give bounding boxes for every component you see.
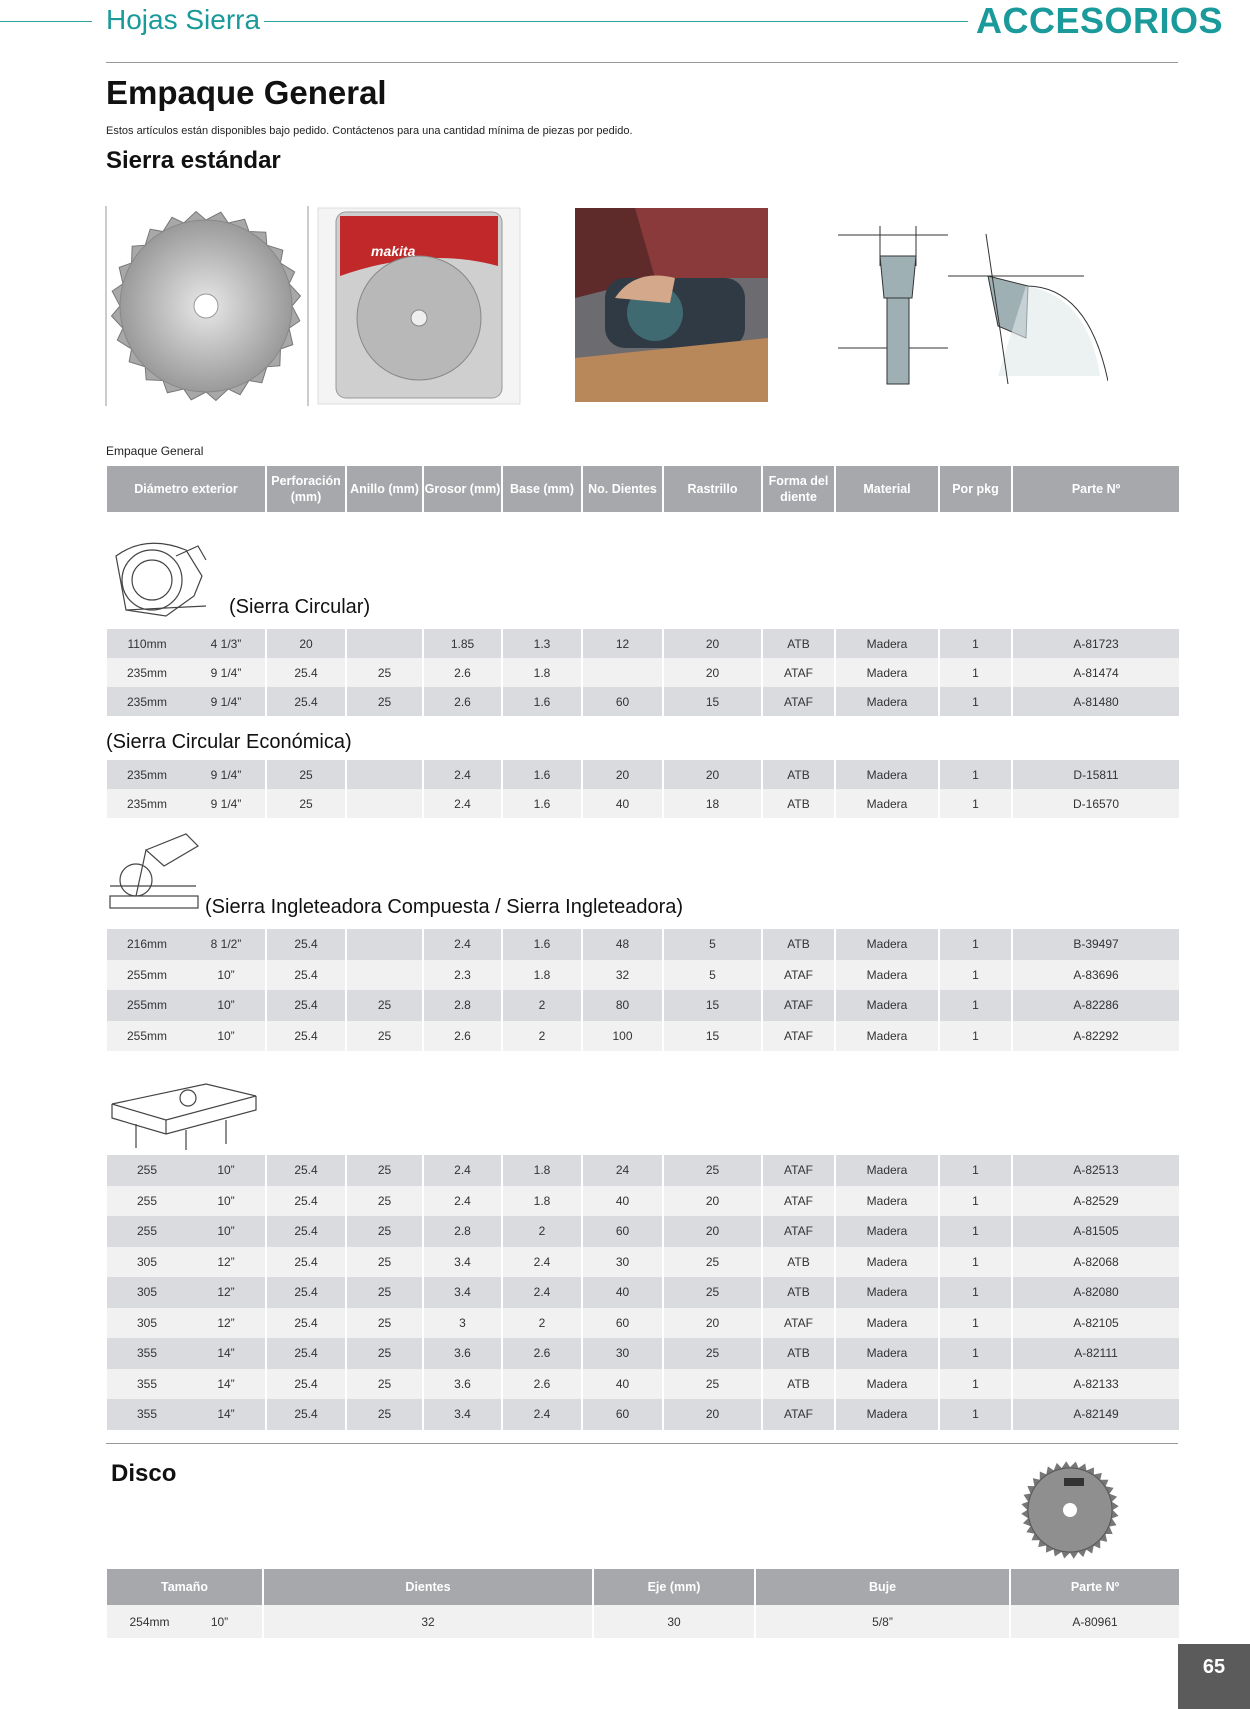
disco-blade-image <box>1018 1458 1122 1562</box>
disco-heading: Disco <box>111 1460 177 1487</box>
disco-size-mm: 254mm <box>129 1614 170 1629</box>
tooth-geometry-diagram <box>838 226 1108 386</box>
table-cell: 15 <box>664 990 763 1021</box>
table-cell: 25 <box>347 1155 424 1186</box>
table-cell: ATB <box>763 629 836 658</box>
table-cell: 10” <box>187 1216 267 1247</box>
table-cell: 2.6 <box>424 658 503 687</box>
table-cell: 100 <box>583 1021 664 1052</box>
table-cell: 2.4 <box>503 1247 583 1278</box>
table-cell: 355 <box>107 1338 187 1369</box>
table-cell: A-82513 <box>1013 1155 1179 1186</box>
table-cell: 2 <box>503 990 583 1021</box>
table-cell: 255mm <box>107 960 187 991</box>
table-cell: 1.8 <box>503 658 583 687</box>
table-cell: 40 <box>583 1369 664 1400</box>
table-cell: 60 <box>583 1308 664 1339</box>
table-row <box>107 789 1179 818</box>
table-cell: 20 <box>664 1308 763 1339</box>
table-cell: 1 <box>940 789 1013 818</box>
table-cell: 25.4 <box>267 687 347 716</box>
table-cell: 40 <box>583 1277 664 1308</box>
availability-note: Estos artículos están disponibles bajo pedido. Contáctenos para una cantidad mínima de piezas por pedido. <box>106 125 633 137</box>
table-cell <box>347 760 424 789</box>
table-cell <box>347 789 424 818</box>
table-cell: 20 <box>664 1399 763 1430</box>
table-cell: 1 <box>940 1338 1013 1369</box>
table-cell: 12” <box>187 1277 267 1308</box>
table-cell: D-15811 <box>1013 760 1179 789</box>
table-cell: 20 <box>267 629 347 658</box>
table-cell: 25 <box>347 1369 424 1400</box>
table-cell: Madera <box>836 990 940 1021</box>
table-cell: 235mm <box>107 687 187 716</box>
table-row <box>107 1155 1179 1186</box>
table-cell: 10” <box>187 1186 267 1217</box>
col-por-pkg: Por pkg <box>940 466 1013 512</box>
table-cell: 255 <box>107 1186 187 1217</box>
table-cell: 10” <box>187 1155 267 1186</box>
table-cell: 25.4 <box>267 960 347 991</box>
table-cell: 25.4 <box>267 1247 347 1278</box>
table-cell: 1 <box>940 1216 1013 1247</box>
table-cell: A-82149 <box>1013 1399 1179 1430</box>
table-cell: 1.6 <box>503 789 583 818</box>
table-cell: 2.6 <box>424 1021 503 1052</box>
table-cell: 25 <box>267 760 347 789</box>
table-row <box>107 658 1179 687</box>
table-saw-sketch <box>106 1074 258 1152</box>
table-cell: 3.4 <box>424 1277 503 1308</box>
table-ingleteadora <box>107 929 1179 1051</box>
table-cell: D-16570 <box>1013 789 1179 818</box>
table-cell: 25.4 <box>267 1216 347 1247</box>
col-anillo: Anillo (mm) <box>347 466 424 512</box>
table-cell: ATAF <box>763 1216 836 1247</box>
table-cell: 12” <box>187 1308 267 1339</box>
table-cell: 1.3 <box>503 629 583 658</box>
table-cell: ATB <box>763 789 836 818</box>
table-cell: 30 <box>583 1247 664 1278</box>
table-cell: 25.4 <box>267 1186 347 1217</box>
table-cell: 25.4 <box>267 1021 347 1052</box>
table-cell: Madera <box>836 929 940 960</box>
table-cell: A-82286 <box>1013 990 1179 1021</box>
table-cell: ATAF <box>763 960 836 991</box>
table-cell: 1.6 <box>503 687 583 716</box>
category-title: ACCESORIOS <box>976 0 1224 41</box>
col-dientes: No. Dientes <box>583 466 664 512</box>
table-cell <box>347 929 424 960</box>
table-cell: 10” <box>187 960 267 991</box>
table-cell: 255mm <box>107 990 187 1021</box>
table-cell: 25 <box>347 1247 424 1278</box>
section-title: Hojas Sierra <box>106 4 261 35</box>
table-cell: 1 <box>940 658 1013 687</box>
table-cell: 1 <box>940 629 1013 658</box>
table-cell: 1.6 <box>503 929 583 960</box>
table-cell: 2.8 <box>424 1216 503 1247</box>
table-cell: A-82292 <box>1013 1021 1179 1052</box>
table-cell: 235mm <box>107 658 187 687</box>
table-row <box>107 990 1179 1021</box>
table-cell: ATB <box>763 929 836 960</box>
section-heading: Sierra estándar <box>106 147 281 174</box>
table-cell: A-81474 <box>1013 658 1179 687</box>
table-cell: A-82080 <box>1013 1277 1179 1308</box>
table-cell: 15 <box>664 687 763 716</box>
table-cell: 1 <box>940 687 1013 716</box>
group-label-economica: (Sierra Circular Económica) <box>106 731 352 753</box>
table-cell: 1 <box>940 990 1013 1021</box>
table-cell: 25.4 <box>267 658 347 687</box>
table-cell: Madera <box>836 1399 940 1430</box>
table-cell: 20 <box>664 760 763 789</box>
disco-table <box>107 1569 1179 1638</box>
table-row <box>107 1021 1179 1052</box>
table-cell: B-39497 <box>1013 929 1179 960</box>
table-cell: 355 <box>107 1399 187 1430</box>
table-cell: Madera <box>836 1247 940 1278</box>
col-base: Base (mm) <box>503 466 583 512</box>
table-cell: 14” <box>187 1369 267 1400</box>
table-cell: 5 <box>664 929 763 960</box>
table-cell: 1 <box>940 1399 1013 1430</box>
table-cell: 10” <box>187 990 267 1021</box>
table-cell: 110mm <box>107 629 187 658</box>
table-cell: 2 <box>503 1308 583 1339</box>
page-number-tab <box>1178 1644 1250 1709</box>
table-cell: ATAF <box>763 1186 836 1217</box>
table-cell: 80 <box>583 990 664 1021</box>
col-parte: Parte Nº <box>1013 466 1179 512</box>
table-cell: 3 <box>424 1308 503 1339</box>
table-cell: 20 <box>664 1216 763 1247</box>
table-cell: 2.4 <box>503 1277 583 1308</box>
table-cell: A-81505 <box>1013 1216 1179 1247</box>
table-cell: 1.6 <box>503 760 583 789</box>
disco-cell-dientes: 32 <box>264 1605 594 1638</box>
table-cell: 235mm <box>107 760 187 789</box>
table-cell: 25 <box>347 1216 424 1247</box>
table-cell: 2.4 <box>424 1155 503 1186</box>
page-title: Empaque General <box>106 74 387 111</box>
table-cell: 20 <box>664 629 763 658</box>
table-cell: 9 1/4” <box>187 760 267 789</box>
table-cell: 12 <box>583 629 664 658</box>
table-cell: 60 <box>583 1399 664 1430</box>
disco-col-parte: Parte Nº <box>1011 1569 1179 1605</box>
table-cell: 25.4 <box>267 1399 347 1430</box>
table-table-saw <box>107 1155 1179 1430</box>
table-cell: 25.4 <box>267 1155 347 1186</box>
table-cell: 10” <box>187 1021 267 1052</box>
disco-size-in: 10” <box>210 1614 229 1629</box>
table-row <box>107 929 1179 960</box>
table-cell: 25 <box>347 1277 424 1308</box>
table-cell: 25 <box>347 1186 424 1217</box>
table-cell: 8 1/2” <box>187 929 267 960</box>
table-row <box>107 1338 1179 1369</box>
table-cell: ATB <box>763 1247 836 1278</box>
table-cell: ATAF <box>763 1399 836 1430</box>
table-cell: 2.4 <box>424 1186 503 1217</box>
table-cell: 1.8 <box>503 1186 583 1217</box>
table-cell: ATB <box>763 760 836 789</box>
table-cell: 25 <box>664 1277 763 1308</box>
table-row <box>107 1308 1179 1339</box>
table-cell: Madera <box>836 658 940 687</box>
table-caption: Empaque General <box>106 444 204 458</box>
table-cell: 25.4 <box>267 1369 347 1400</box>
table-cell: 2.6 <box>503 1338 583 1369</box>
table-cell: A-81480 <box>1013 687 1179 716</box>
table-row <box>107 1216 1179 1247</box>
table-cell: 2 <box>503 1216 583 1247</box>
disco-col-buje: Buje <box>756 1569 1011 1605</box>
table-cell: 1 <box>940 1277 1013 1308</box>
disco-cell-parte: A-80961 <box>1011 1605 1179 1638</box>
table-cell: 2.6 <box>424 687 503 716</box>
table-cell: A-82133 <box>1013 1369 1179 1400</box>
table-row <box>107 1369 1179 1400</box>
col-grosor: Grosor (mm) <box>424 466 503 512</box>
table-cell: Madera <box>836 760 940 789</box>
header-divider <box>106 62 1178 63</box>
disco-cell-buje: 5/8” <box>756 1605 1011 1638</box>
table-cell: A-81723 <box>1013 629 1179 658</box>
table-cell: 25.4 <box>267 1277 347 1308</box>
table-cell: A-82068 <box>1013 1247 1179 1278</box>
col-forma: Forma del diente <box>763 466 836 512</box>
table-cell: 1 <box>940 1186 1013 1217</box>
table-cell: Madera <box>836 1308 940 1339</box>
table-cell: 14” <box>187 1338 267 1369</box>
table-cell: 20 <box>583 760 664 789</box>
packaged-blade-image <box>316 206 522 406</box>
table-cell: ATAF <box>763 687 836 716</box>
table-cell: A-82529 <box>1013 1186 1179 1217</box>
table-row <box>107 1399 1179 1430</box>
table-cell: 12” <box>187 1247 267 1278</box>
table-row <box>107 687 1179 716</box>
table-cell: Madera <box>836 1277 940 1308</box>
table-cell: 1 <box>940 760 1013 789</box>
table-cell: 14” <box>187 1399 267 1430</box>
table-cell: 305 <box>107 1247 187 1278</box>
table-cell: 2.4 <box>424 760 503 789</box>
table-row <box>107 1186 1179 1217</box>
table-cell: A-82105 <box>1013 1308 1179 1339</box>
table-cell: 60 <box>583 1216 664 1247</box>
table-cell: 30 <box>583 1338 664 1369</box>
miter-saw-sketch <box>106 830 202 920</box>
table-cell: 305 <box>107 1308 187 1339</box>
table-cell <box>347 960 424 991</box>
table-cell: ATAF <box>763 1155 836 1186</box>
table-cell: Madera <box>836 1338 940 1369</box>
table-cell: 235mm <box>107 789 187 818</box>
table-cell: 9 1/4” <box>187 789 267 818</box>
table-cell: 1 <box>940 1155 1013 1186</box>
table-cell: ATB <box>763 1338 836 1369</box>
table-cell: 25 <box>347 1338 424 1369</box>
disco-divider <box>106 1443 1178 1444</box>
table-cell: 25 <box>347 658 424 687</box>
table-cell: Madera <box>836 1216 940 1247</box>
circular-saw-sketch <box>106 536 212 620</box>
table-cell: Madera <box>836 629 940 658</box>
table-cell <box>583 658 664 687</box>
table-row <box>107 1277 1179 1308</box>
table-cell: 3.6 <box>424 1369 503 1400</box>
table-cell: 25 <box>347 1399 424 1430</box>
table-cell: 2.3 <box>424 960 503 991</box>
table-cell: Madera <box>836 1186 940 1217</box>
table-cell: 20 <box>664 658 763 687</box>
table-cell: 5 <box>664 960 763 991</box>
table-cell: 25 <box>347 990 424 1021</box>
table-cell: 3.6 <box>424 1338 503 1369</box>
table-row <box>107 1247 1179 1278</box>
table-cell: 25.4 <box>267 990 347 1021</box>
table-cell: 25 <box>664 1247 763 1278</box>
table-cell: ATAF <box>763 1021 836 1052</box>
table-cell: 60 <box>583 687 664 716</box>
table-cell: 1 <box>940 1021 1013 1052</box>
table-cell: 24 <box>583 1155 664 1186</box>
circular-saw-in-use-photo <box>575 208 768 402</box>
saw-blade-image <box>104 206 309 406</box>
table-cell: 1.8 <box>503 960 583 991</box>
table-cell: Madera <box>836 960 940 991</box>
table-cell: Madera <box>836 789 940 818</box>
table-cell: 1.8 <box>503 1155 583 1186</box>
brand-label: makita <box>371 243 416 259</box>
table-cell: 25 <box>347 687 424 716</box>
table-cell: Madera <box>836 1369 940 1400</box>
table-cell: 3.4 <box>424 1399 503 1430</box>
table-circular <box>107 629 1179 716</box>
table-cell: 25 <box>664 1338 763 1369</box>
table-cell: 2.4 <box>503 1399 583 1430</box>
table-cell: A-83696 <box>1013 960 1179 991</box>
table-cell: 20 <box>664 1186 763 1217</box>
table-cell: 25.4 <box>267 1308 347 1339</box>
table-cell: ATB <box>763 1277 836 1308</box>
table-row <box>107 960 1179 991</box>
table-cell <box>347 629 424 658</box>
disco-cell-size <box>107 1605 264 1638</box>
table-cell: 1 <box>940 1369 1013 1400</box>
table-cell: 1 <box>940 929 1013 960</box>
table-cell: 25 <box>347 1021 424 1052</box>
table-cell: 25 <box>267 789 347 818</box>
table-cell: 355 <box>107 1369 187 1400</box>
table-cell: ATAF <box>763 658 836 687</box>
table-cell: 2.8 <box>424 990 503 1021</box>
table-cell: 1 <box>940 1247 1013 1278</box>
table-cell: Madera <box>836 687 940 716</box>
table-cell: 2.6 <box>503 1369 583 1400</box>
table-cell: 2.4 <box>424 929 503 960</box>
table-cell: 1 <box>940 960 1013 991</box>
table-cell: 48 <box>583 929 664 960</box>
table-cell: A-82111 <box>1013 1338 1179 1369</box>
page-number: 65 <box>1202 1656 1226 1678</box>
col-material: Material <box>836 466 940 512</box>
group-label-circular: (Sierra Circular) <box>229 596 371 618</box>
table-cell: 255mm <box>107 1021 187 1052</box>
table-row <box>107 760 1179 789</box>
table-cell: 25 <box>664 1369 763 1400</box>
col-diametro: Diámetro exterior <box>107 466 267 512</box>
table-cell: 40 <box>583 789 664 818</box>
header-rule-left <box>0 21 92 22</box>
table-cell: 255 <box>107 1216 187 1247</box>
table-cell: 9 1/4” <box>187 658 267 687</box>
table-cell: 1.85 <box>424 629 503 658</box>
group-label-ingleteadora: (Sierra Ingleteadora Compuesta / Sierra Ingleteadora) <box>205 896 684 918</box>
table-cell: ATAF <box>763 990 836 1021</box>
table-cell: 18 <box>664 789 763 818</box>
table-cell: 2 <box>503 1021 583 1052</box>
table-cell: 1 <box>940 1308 1013 1339</box>
table-cell: 25 <box>664 1155 763 1186</box>
table-economica <box>107 760 1179 818</box>
table-cell: 15 <box>664 1021 763 1052</box>
table-cell: 25 <box>347 1308 424 1339</box>
table-cell: Madera <box>836 1155 940 1186</box>
disco-cell-eje: 30 <box>594 1605 756 1638</box>
table-cell: 9 1/4” <box>187 687 267 716</box>
table-cell: 25.4 <box>267 929 347 960</box>
spec-table-header <box>107 466 1179 512</box>
table-cell: 2.4 <box>424 789 503 818</box>
table-cell: 255 <box>107 1155 187 1186</box>
table-cell: 305 <box>107 1277 187 1308</box>
table-cell: 3.4 <box>424 1247 503 1278</box>
disco-col-dientes: Dientes <box>264 1569 594 1605</box>
table-cell: Madera <box>836 1021 940 1052</box>
header-rule-middle <box>264 21 968 22</box>
table-cell: ATB <box>763 1369 836 1400</box>
disco-col-eje: Eje (mm) <box>594 1569 756 1605</box>
table-cell: 25.4 <box>267 1338 347 1369</box>
col-rastrillo: Rastrillo <box>664 466 763 512</box>
col-perforacion: Perforación (mm) <box>267 466 347 512</box>
table-cell: 216mm <box>107 929 187 960</box>
table-cell: 32 <box>583 960 664 991</box>
table-row <box>107 629 1179 658</box>
table-cell: ATAF <box>763 1308 836 1339</box>
table-cell: 4 1/3” <box>187 629 267 658</box>
disco-col-tamano: Tamaño <box>107 1569 264 1605</box>
table-cell: 40 <box>583 1186 664 1217</box>
